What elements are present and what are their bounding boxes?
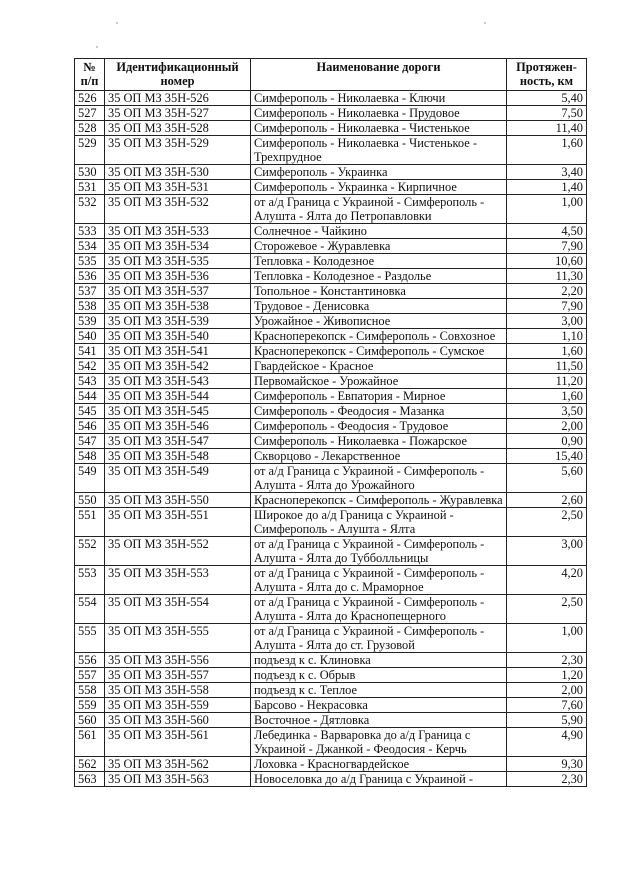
row-number: 555 bbox=[75, 624, 105, 653]
row-road-name: Трудовое - Денисовка bbox=[251, 299, 507, 314]
table-row bbox=[75, 508, 587, 537]
row-number: 536 bbox=[75, 269, 105, 284]
row-number: 551 bbox=[75, 508, 105, 537]
table-row bbox=[75, 329, 587, 344]
row-number: 533 bbox=[75, 224, 105, 239]
scan-speck bbox=[484, 22, 486, 24]
table-row bbox=[75, 772, 587, 787]
row-length: 2,50 bbox=[507, 595, 587, 624]
row-road-name: Солнечное - Чайкино bbox=[251, 224, 507, 239]
row-number: 549 bbox=[75, 464, 105, 493]
row-identifier: 35 ОП МЗ 35Н-533 bbox=[105, 224, 251, 239]
row-road-name: от а/д Граница с Украиной - Симферополь - Алушта - Ялта до Тубболльницы bbox=[251, 537, 507, 566]
row-number: 531 bbox=[75, 180, 105, 195]
row-identifier: 35 ОП МЗ 35Н-538 bbox=[105, 299, 251, 314]
row-road-name: от а/д Граница с Украиной - Симферополь - Алушта - Ялта до с. Мраморное bbox=[251, 566, 507, 595]
row-number: 561 bbox=[75, 728, 105, 757]
header-id: Идентификационный номер bbox=[105, 59, 251, 91]
row-number: 544 bbox=[75, 389, 105, 404]
table-row bbox=[75, 254, 587, 269]
row-identifier: 35 ОП МЗ 35Н-551 bbox=[105, 508, 251, 537]
row-length: 4,50 bbox=[507, 224, 587, 239]
table-row bbox=[75, 713, 587, 728]
table-row bbox=[75, 698, 587, 713]
row-number: 543 bbox=[75, 374, 105, 389]
row-number: 526 bbox=[75, 91, 105, 106]
row-number: 560 bbox=[75, 713, 105, 728]
row-identifier: 35 ОП МЗ 35Н-563 bbox=[105, 772, 251, 787]
table-row bbox=[75, 224, 587, 239]
row-number: 553 bbox=[75, 566, 105, 595]
row-identifier: 35 ОП МЗ 35Н-561 bbox=[105, 728, 251, 757]
row-identifier: 35 ОП МЗ 35Н-537 bbox=[105, 284, 251, 299]
row-identifier: 35 ОП МЗ 35Н-560 bbox=[105, 713, 251, 728]
row-length: 7,50 bbox=[507, 106, 587, 121]
row-identifier: 35 ОП МЗ 35Н-552 bbox=[105, 537, 251, 566]
row-identifier: 35 ОП МЗ 35Н-527 bbox=[105, 106, 251, 121]
row-length: 1,60 bbox=[507, 389, 587, 404]
row-length: 15,40 bbox=[507, 449, 587, 464]
row-identifier: 35 ОП МЗ 35Н-532 bbox=[105, 195, 251, 224]
table-row bbox=[75, 106, 587, 121]
row-number: 556 bbox=[75, 653, 105, 668]
table-row bbox=[75, 344, 587, 359]
row-length: 4,20 bbox=[507, 566, 587, 595]
row-number: 554 bbox=[75, 595, 105, 624]
row-identifier: 35 ОП МЗ 35Н-559 bbox=[105, 698, 251, 713]
row-road-name: от а/д Граница с Украиной - Симферополь - Алушта - Ялта до Урожайного bbox=[251, 464, 507, 493]
roads-table-body bbox=[75, 91, 587, 787]
table-row bbox=[75, 624, 587, 653]
row-length: 7,90 bbox=[507, 239, 587, 254]
scan-speck bbox=[116, 22, 118, 24]
row-identifier: 35 ОП МЗ 35Н-535 bbox=[105, 254, 251, 269]
table-row bbox=[75, 653, 587, 668]
row-length: 2,30 bbox=[507, 653, 587, 668]
row-number: 537 bbox=[75, 284, 105, 299]
header-num: № п/п bbox=[75, 59, 105, 91]
row-road-name: Симферополь - Николаевка - Прудовое bbox=[251, 106, 507, 121]
roads-table bbox=[74, 58, 587, 787]
row-number: 535 bbox=[75, 254, 105, 269]
row-road-name: Красноперекопск - Симферополь - Совхозное bbox=[251, 329, 507, 344]
row-number: 539 bbox=[75, 314, 105, 329]
row-length: 5,60 bbox=[507, 464, 587, 493]
row-length: 1,00 bbox=[507, 624, 587, 653]
table-row bbox=[75, 269, 587, 284]
row-length: 11,30 bbox=[507, 269, 587, 284]
row-identifier: 35 ОП МЗ 35Н-548 bbox=[105, 449, 251, 464]
row-length: 3,00 bbox=[507, 314, 587, 329]
row-length: 11,50 bbox=[507, 359, 587, 374]
row-road-name: Лоховка - Красногвардейское bbox=[251, 757, 507, 772]
header-length: Протяжен-ность, км bbox=[507, 59, 587, 91]
table-row bbox=[75, 537, 587, 566]
row-identifier: 35 ОП МЗ 35Н-546 bbox=[105, 419, 251, 434]
row-identifier: 35 ОП МЗ 35Н-557 bbox=[105, 668, 251, 683]
table-row bbox=[75, 299, 587, 314]
table-row bbox=[75, 434, 587, 449]
row-identifier: 35 ОП МЗ 35Н-528 bbox=[105, 121, 251, 136]
row-length: 7,60 bbox=[507, 698, 587, 713]
row-road-name: Сторожевое - Журавлевка bbox=[251, 239, 507, 254]
table-row bbox=[75, 374, 587, 389]
table-row bbox=[75, 595, 587, 624]
row-road-name: Широкое до а/д Граница с Украиной - Симферополь - Алушта - Ялта bbox=[251, 508, 507, 537]
row-number: 538 bbox=[75, 299, 105, 314]
row-road-name: Восточное - Дятловка bbox=[251, 713, 507, 728]
row-length: 3,40 bbox=[507, 165, 587, 180]
row-number: 528 bbox=[75, 121, 105, 136]
table-row bbox=[75, 389, 587, 404]
table-row bbox=[75, 668, 587, 683]
row-road-name: Тепловка - Колодезное - Раздолье bbox=[251, 269, 507, 284]
row-identifier: 35 ОП МЗ 35Н-556 bbox=[105, 653, 251, 668]
table-row bbox=[75, 683, 587, 698]
row-number: 532 bbox=[75, 195, 105, 224]
row-road-name: Урожайное - Живописное bbox=[251, 314, 507, 329]
row-identifier: 35 ОП МЗ 35Н-542 bbox=[105, 359, 251, 374]
row-identifier: 35 ОП МЗ 35Н-555 bbox=[105, 624, 251, 653]
row-road-name: Гвардейское - Красное bbox=[251, 359, 507, 374]
row-road-name: Симферополь - Украинка bbox=[251, 165, 507, 180]
row-length: 11,40 bbox=[507, 121, 587, 136]
row-road-name: Лебединка - Варваровка до а/д Граница с Украиной - Джанкой - Феодосия - Керчь bbox=[251, 728, 507, 757]
row-length: 2,50 bbox=[507, 508, 587, 537]
row-identifier: 35 ОП МЗ 35Н-550 bbox=[105, 493, 251, 508]
row-number: 548 bbox=[75, 449, 105, 464]
row-length: 2,30 bbox=[507, 772, 587, 787]
row-number: 529 bbox=[75, 136, 105, 165]
row-length: 1,20 bbox=[507, 668, 587, 683]
table-row bbox=[75, 404, 587, 419]
row-road-name: Симферополь - Николаевка - Чистенькое bbox=[251, 121, 507, 136]
row-road-name: Симферополь - Феодосия - Мазанка bbox=[251, 404, 507, 419]
table-row bbox=[75, 464, 587, 493]
row-length: 0,90 bbox=[507, 434, 587, 449]
table-header-row bbox=[75, 59, 587, 91]
table-row bbox=[75, 566, 587, 595]
row-length: 1,00 bbox=[507, 195, 587, 224]
row-road-name: Топольное - Константиновка bbox=[251, 284, 507, 299]
row-number: 545 bbox=[75, 404, 105, 419]
table-row bbox=[75, 757, 587, 772]
row-road-name: Красноперекопск - Симферополь - Журавлевка bbox=[251, 493, 507, 508]
table-row bbox=[75, 728, 587, 757]
table-row bbox=[75, 419, 587, 434]
row-length: 1,60 bbox=[507, 344, 587, 359]
table-row bbox=[75, 180, 587, 195]
row-identifier: 35 ОП МЗ 35Н-553 bbox=[105, 566, 251, 595]
row-number: 563 bbox=[75, 772, 105, 787]
header-name: Наименование дороги bbox=[251, 59, 507, 91]
row-length: 2,00 bbox=[507, 419, 587, 434]
row-road-name: Симферополь - Николаевка - Пожарское bbox=[251, 434, 507, 449]
row-road-name: Симферополь - Феодосия - Трудовое bbox=[251, 419, 507, 434]
row-number: 552 bbox=[75, 537, 105, 566]
row-length: 11,20 bbox=[507, 374, 587, 389]
row-identifier: 35 ОП МЗ 35Н-539 bbox=[105, 314, 251, 329]
row-length: 7,90 bbox=[507, 299, 587, 314]
row-road-name: Новоселовка до а/д Граница с Украиной - bbox=[251, 772, 507, 787]
row-road-name: подъезд к с. Клиновка bbox=[251, 653, 507, 668]
row-identifier: 35 ОП МЗ 35Н-543 bbox=[105, 374, 251, 389]
table-row bbox=[75, 239, 587, 254]
row-road-name: Симферополь - Украинка - Кирпичное bbox=[251, 180, 507, 195]
row-road-name: Симферополь - Евпатория - Мирное bbox=[251, 389, 507, 404]
row-road-name: Первомайское - Урожайное bbox=[251, 374, 507, 389]
table-row bbox=[75, 449, 587, 464]
row-identifier: 35 ОП МЗ 35Н-547 bbox=[105, 434, 251, 449]
table-row bbox=[75, 165, 587, 180]
row-number: 542 bbox=[75, 359, 105, 374]
row-identifier: 35 ОП МЗ 35Н-534 bbox=[105, 239, 251, 254]
row-number: 562 bbox=[75, 757, 105, 772]
row-length: 2,60 bbox=[507, 493, 587, 508]
row-length: 10,60 bbox=[507, 254, 587, 269]
row-road-name: Тепловка - Колодезное bbox=[251, 254, 507, 269]
row-length: 1,40 bbox=[507, 180, 587, 195]
row-road-name: Барсово - Некрасовка bbox=[251, 698, 507, 713]
row-length: 5,90 bbox=[507, 713, 587, 728]
row-identifier: 35 ОП МЗ 35Н-554 bbox=[105, 595, 251, 624]
scan-speck bbox=[96, 46, 98, 48]
row-identifier: 35 ОП МЗ 35Н-545 bbox=[105, 404, 251, 419]
row-identifier: 35 ОП МЗ 35Н-526 bbox=[105, 91, 251, 106]
row-road-name: Симферополь - Николаевка - Ключи bbox=[251, 91, 507, 106]
row-length: 9,30 bbox=[507, 757, 587, 772]
row-number: 559 bbox=[75, 698, 105, 713]
row-identifier: 35 ОП МЗ 35Н-544 bbox=[105, 389, 251, 404]
row-identifier: 35 ОП МЗ 35Н-536 bbox=[105, 269, 251, 284]
row-road-name: от а/д Граница с Украиной - Симферополь - Алушта - Ялта до Краснопещерного bbox=[251, 595, 507, 624]
row-identifier: 35 ОП МЗ 35Н-531 bbox=[105, 180, 251, 195]
row-length: 2,20 bbox=[507, 284, 587, 299]
table-row bbox=[75, 121, 587, 136]
table-row bbox=[75, 91, 587, 106]
row-road-name: подъезд к с. Обрыв bbox=[251, 668, 507, 683]
table-row bbox=[75, 195, 587, 224]
row-identifier: 35 ОП МЗ 35Н-529 bbox=[105, 136, 251, 165]
row-length: 2,00 bbox=[507, 683, 587, 698]
table-row bbox=[75, 136, 587, 165]
row-length: 3,00 bbox=[507, 537, 587, 566]
row-number: 541 bbox=[75, 344, 105, 359]
table-row bbox=[75, 359, 587, 374]
row-number: 558 bbox=[75, 683, 105, 698]
table-row bbox=[75, 493, 587, 508]
table-row bbox=[75, 284, 587, 299]
row-road-name: от а/д Граница с Украиной - Симферополь - Алушта - Ялта до Петропавловки bbox=[251, 195, 507, 224]
row-length: 4,90 bbox=[507, 728, 587, 757]
row-length: 1,60 bbox=[507, 136, 587, 165]
row-number: 527 bbox=[75, 106, 105, 121]
row-identifier: 35 ОП МЗ 35Н-540 bbox=[105, 329, 251, 344]
row-identifier: 35 ОП МЗ 35Н-558 bbox=[105, 683, 251, 698]
row-number: 534 bbox=[75, 239, 105, 254]
row-number: 546 bbox=[75, 419, 105, 434]
row-identifier: 35 ОП МЗ 35Н-541 bbox=[105, 344, 251, 359]
row-road-name: Красноперекопск - Симферополь - Сумское bbox=[251, 344, 507, 359]
row-road-name: подъезд к с. Теплое bbox=[251, 683, 507, 698]
row-number: 530 bbox=[75, 165, 105, 180]
row-number: 547 bbox=[75, 434, 105, 449]
row-identifier: 35 ОП МЗ 35Н-562 bbox=[105, 757, 251, 772]
row-identifier: 35 ОП МЗ 35Н-549 bbox=[105, 464, 251, 493]
row-number: 550 bbox=[75, 493, 105, 508]
row-road-name: Симферополь - Николаевка - Чистенькое - Трехпрудное bbox=[251, 136, 507, 165]
row-identifier: 35 ОП МЗ 35Н-530 bbox=[105, 165, 251, 180]
row-road-name: от а/д Граница с Украиной - Симферополь - Алушта - Ялта до ст. Грузовой bbox=[251, 624, 507, 653]
row-road-name: Скворцово - Лекарственное bbox=[251, 449, 507, 464]
row-length: 1,10 bbox=[507, 329, 587, 344]
row-number: 557 bbox=[75, 668, 105, 683]
row-number: 540 bbox=[75, 329, 105, 344]
row-length: 5,40 bbox=[507, 91, 587, 106]
row-length: 3,50 bbox=[507, 404, 587, 419]
table-row bbox=[75, 314, 587, 329]
